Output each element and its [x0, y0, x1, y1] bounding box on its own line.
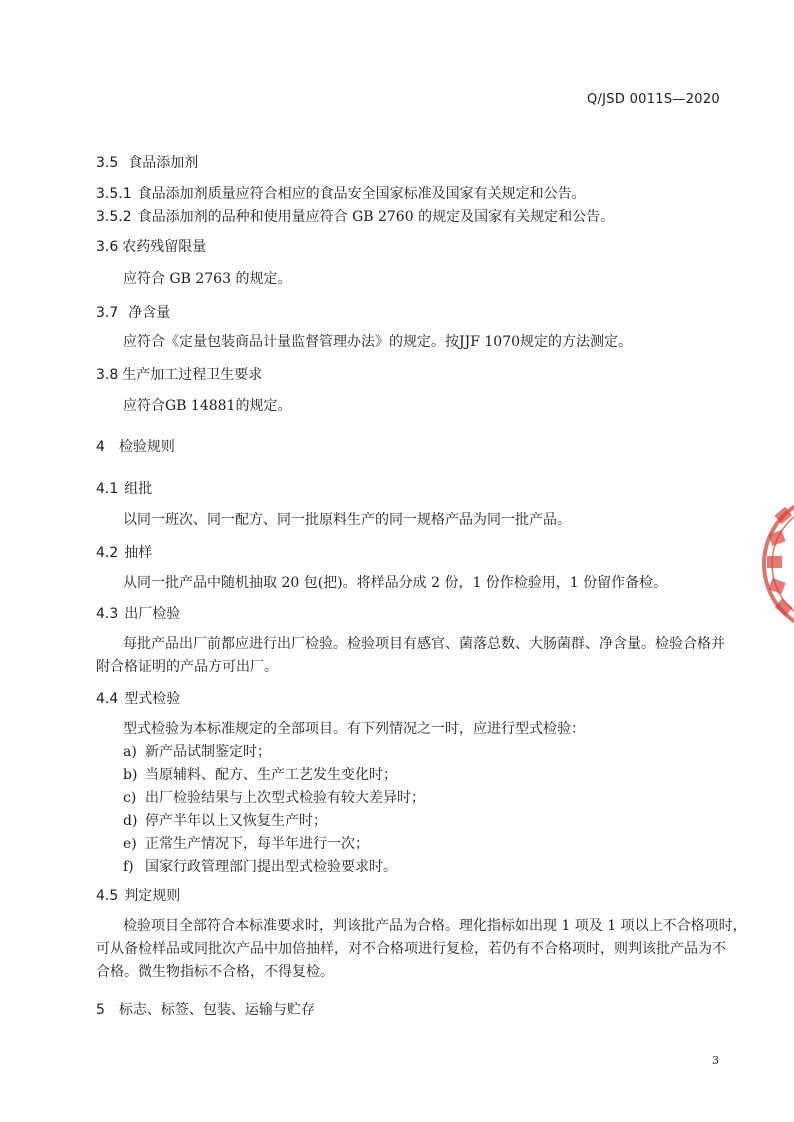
list-item-mark: b)	[123, 767, 138, 783]
heading-title: 型式检验	[124, 691, 181, 707]
heading-title: 标志、标签、包装、运输与贮存	[118, 1002, 315, 1018]
page-number: 3	[712, 1054, 719, 1067]
list-item-text: 停产半年以上又恢复生产时；	[145, 813, 327, 829]
paragraph-4-4-intro: 型式检验为本标准规定的全部项目。有下列情况之一时，应进行型式检验：	[123, 721, 585, 737]
clause-3-5-1	[96, 183, 586, 203]
paragraph-4-5-line1: 检验项目全部符合本标准要求时，判该批产品为合格。理化指标如出现 1 项及 1 项以上不合格项时，	[123, 918, 747, 934]
list-item	[123, 856, 397, 876]
heading-4-1	[96, 478, 152, 498]
list-item-mark: e)	[123, 836, 137, 852]
clause-3-5-2	[96, 206, 614, 226]
heading-number: 4.4	[96, 691, 119, 707]
heading-number: 3.8	[96, 367, 119, 383]
heading-number: 4.1	[96, 481, 119, 497]
paragraph-4-5-line2: 可从备检样品或同批次产品中加倍抽样，对不合格项进行复检，若仍有不合格项时，则判该批产品为不	[96, 941, 726, 957]
list-item	[123, 764, 397, 784]
list-item	[123, 833, 369, 853]
heading-title: 出厂检验	[124, 606, 181, 622]
list-item-text: 当原辅料、配方、生产工艺发生变化时；	[145, 767, 397, 783]
heading-number: 4.3	[96, 606, 119, 622]
heading-title: 判定规则	[124, 888, 181, 904]
list-item-mark: c)	[123, 790, 137, 806]
heading-number: 3.6	[96, 239, 119, 255]
paragraph-4-5-line3: 合格。微生物指标不合格，不得复检。	[96, 964, 334, 980]
official-seal-stamp	[758, 490, 794, 638]
heading-5	[96, 999, 315, 1019]
paragraph-4-3-line2: 附合格证明的产品方可出厂。	[96, 659, 278, 675]
heading-title: 抽样	[124, 545, 153, 561]
heading-title: 组批	[124, 481, 153, 497]
heading-title: 农药残留限量	[122, 239, 207, 255]
heading-4-2	[96, 542, 152, 562]
heading-3-5	[96, 152, 198, 172]
paragraph-4-2: 从同一批产品中随机抽取 20 包(把)。将样品分成 2 份，1 份作检验用，1 份留作备检。	[123, 575, 668, 591]
heading-number: 4.2	[96, 545, 119, 561]
heading-title: 生产加工过程卫生要求	[122, 367, 263, 383]
clause-number: 3.5.2	[96, 209, 132, 225]
heading-4-4	[96, 688, 180, 708]
paragraph-3-7: 应符合《定量包装商品计量监督管理办法》的规定。按JJF 1070规定的方法测定。	[123, 334, 633, 350]
heading-4-3	[96, 603, 180, 623]
list-item-mark: d)	[123, 813, 138, 829]
paragraph-4-3-line1: 每批产品出厂前都应进行出厂检验。检验项目有感官、菌落总数、大肠菌群、净含量。检验合格并	[123, 636, 725, 652]
list-item-text: 正常生产情况下，每半年进行一次；	[145, 836, 369, 852]
heading-4	[96, 436, 175, 456]
list-item	[123, 787, 425, 807]
heading-title: 净含量	[128, 305, 171, 321]
heading-number: 4	[96, 439, 105, 455]
clause-text: 食品添加剂质量应符合相应的食品安全国家标准及国家有关规定和公告。	[137, 186, 586, 202]
heading-number: 3.7	[96, 305, 119, 321]
list-item-text: 国家行政管理部门提出型式检验要求时。	[145, 859, 397, 875]
paragraph-3-8: 应符合GB 14881的规定。	[123, 398, 292, 414]
clause-number: 3.5.1	[96, 186, 132, 202]
heading-title: 食品添加剂	[128, 155, 199, 171]
heading-3-8	[96, 364, 262, 384]
heading-number: 5	[96, 1002, 105, 1018]
heading-3-7	[96, 302, 170, 322]
heading-4-5	[96, 885, 180, 905]
paragraph-3-6: 应符合 GB 2763 的规定。	[123, 271, 292, 287]
list-item-text: 新产品试制鉴定时；	[145, 744, 271, 760]
document-number: Q/JSD 0011S—2020	[586, 92, 720, 107]
heading-3-6	[96, 236, 206, 256]
list-item-mark: f)	[123, 859, 134, 875]
paragraph-4-1: 以同一班次、同一配方、同一批原料生产的同一规格产品为同一批产品。	[123, 512, 571, 528]
heading-number: 4.5	[96, 888, 119, 904]
heading-number: 3.5	[96, 155, 119, 171]
list-item-mark: a)	[123, 744, 137, 760]
list-item	[123, 810, 327, 830]
list-item	[123, 741, 271, 761]
list-item-text: 出厂检验结果与上次型式检验有较大差异时；	[145, 790, 425, 806]
clause-text: 食品添加剂的品种和使用量应符合 GB 2760 的规定及国家有关规定和公告。	[137, 209, 615, 225]
heading-title: 检验规则	[118, 439, 175, 455]
